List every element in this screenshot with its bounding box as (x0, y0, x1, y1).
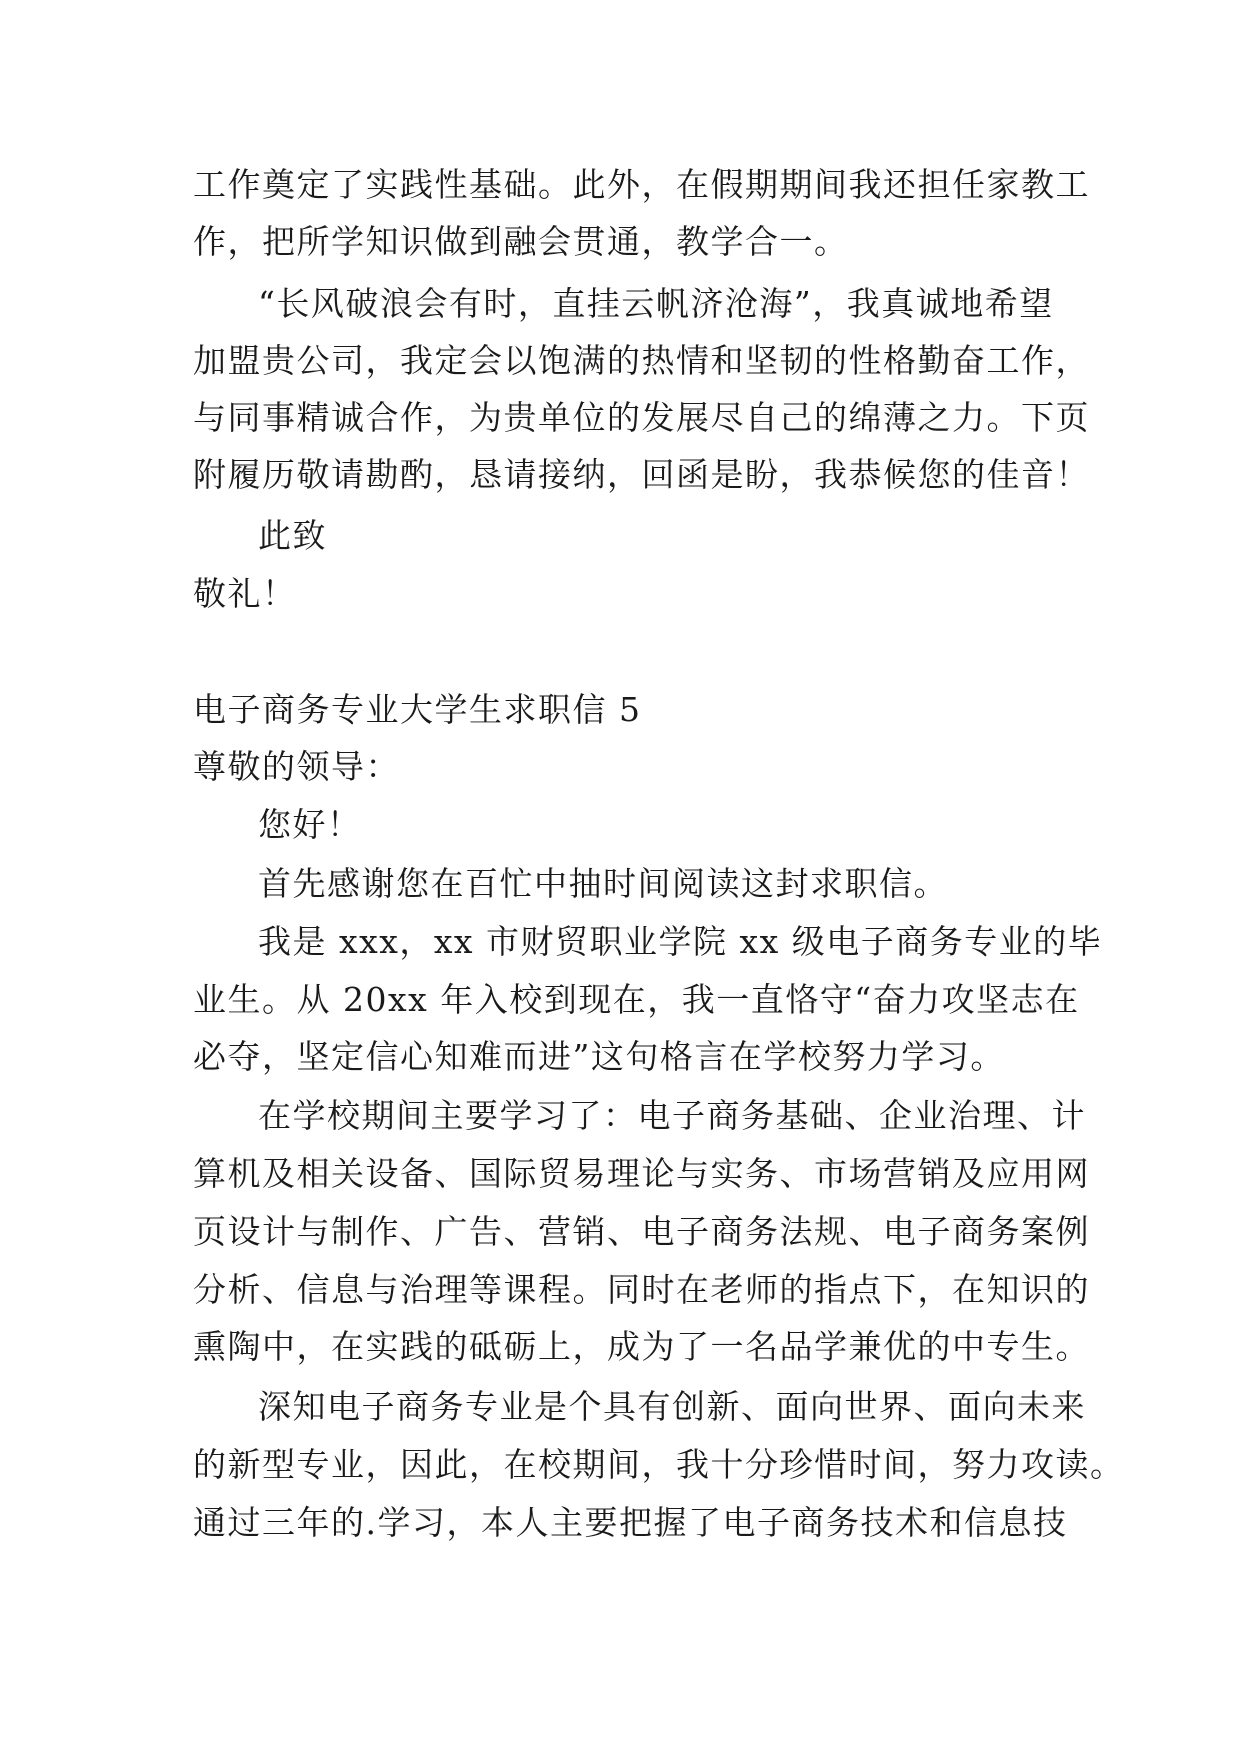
body-text-line: 必夺，坚定信心知难而进”这句格言在学校努力学习。 (193, 1037, 1005, 1076)
body-text-line: 通过三年的.学习，本人主要把握了电子商务技术和信息技 (193, 1503, 1068, 1542)
body-text-line: 页设计与制作、广告、营销、电子商务法规、电子商务案例 (193, 1212, 1090, 1251)
body-text-line: 我是 xxx，xx 市财贸职业学院 xx 级电子商务专业的毕 (258, 922, 1103, 961)
body-text-line: 熏陶中，在实践的砥砺上，成为了一名品学兼优的中专生。 (193, 1327, 1090, 1366)
greeting-addressee: 尊敬的领导： (193, 747, 400, 786)
body-text-line: 与同事精诚合作，为贵单位的发展尽自己的绵薄之力。下页 (193, 398, 1090, 437)
body-text-line: 附履历敬请勘酌，恳请接纳，回函是盼，我恭候您的佳音！ (193, 455, 1090, 494)
body-text-line: 工作奠定了实践性基础。此外，在假期期间我还担任家教工 (193, 165, 1090, 204)
body-text-line: 作，把所学知识做到融会贯通，教学合一。 (193, 222, 849, 261)
body-text-line: 在学校期间主要学习了：电子商务基础、企业治理、计 (258, 1096, 1086, 1135)
section-title: 电子商务专业大学生求职信 5 (193, 690, 642, 729)
closing-regards: 敬礼！ (193, 574, 297, 613)
body-text-line: 深知电子商务专业是个具有创新、面向世界、面向未来 (258, 1387, 1086, 1426)
greeting: 您好！ (258, 805, 362, 844)
body-text-line: 首先感谢您在百忙中抽时间阅读这封求职信。 (258, 864, 948, 903)
closing-salutation: 此致 (258, 516, 327, 555)
body-text-line: “长风破浪会有时，直挂云帆济沧海”，我真诚地希望 (258, 284, 1054, 323)
body-text-line: 分析、信息与治理等课程。同时在老师的指点下，在知识的 (193, 1270, 1090, 1309)
body-text-line: 算机及相关设备、国际贸易理论与实务、市场营销及应用网 (193, 1154, 1090, 1193)
body-text-line: 的新型专业，因此，在校期间，我十分珍惜时间，努力攻读。 (193, 1445, 1125, 1484)
body-text-line: 加盟贵公司，我定会以饱满的热情和坚韧的性格勤奋工作， (193, 341, 1090, 380)
body-text-line: 业生。从 20xx 年入校到现在，我一直恪守“奋力攻坚志在 (193, 980, 1080, 1019)
